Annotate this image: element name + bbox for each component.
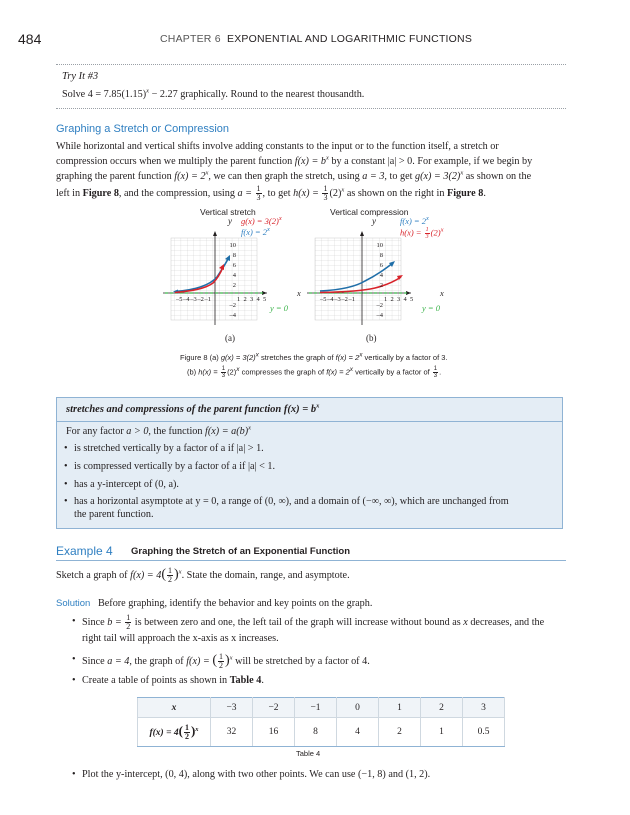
para-4f: h(x) = <box>293 187 322 199</box>
graph-stretch <box>163 231 267 325</box>
para-3d: a = 3 <box>362 171 385 182</box>
sup-x: x <box>341 186 345 194</box>
para-3a: graphing the parent function <box>56 171 175 182</box>
try-it-text <box>62 87 364 102</box>
para-line-2 <box>56 154 566 169</box>
fraction-one-third <box>256 185 262 202</box>
b4: Plot the y-intercept, (0, 4), along with two other points. We can use (−1, 8) and (1, 2). <box>82 769 431 780</box>
sup-x: x <box>248 424 251 432</box>
graph-compression <box>307 231 414 325</box>
divider <box>56 64 566 65</box>
prompt-c: . State the domain, range, and asymptote. <box>181 570 350 581</box>
example-rule <box>56 560 566 561</box>
bullet-text-cont: the parent function. <box>74 509 154 520</box>
fraction-one-third <box>433 366 438 379</box>
sup-x: x <box>349 365 354 373</box>
para-4d: a = <box>237 187 255 199</box>
table-header-cell: x <box>138 698 211 718</box>
y-tick: –2 <box>376 302 383 309</box>
frac-num: 1 <box>323 184 328 193</box>
table-cell: 1 <box>379 698 421 718</box>
figure-ref: Figure 8 <box>446 187 484 199</box>
example-label: Example 4 <box>56 544 113 558</box>
y-arrow-icon <box>360 231 364 236</box>
table-caption: Table 4 <box>296 749 321 758</box>
solution-bullet: • Create a table of points as shown in Table 4. <box>72 675 264 686</box>
y-tick: 6 <box>232 262 236 269</box>
sup-x: x <box>255 351 259 359</box>
box-title-fx: f(x) = b <box>283 404 317 415</box>
chapter-title: EXPONENTIAL AND LOGARITHMIC FUNCTIONS <box>226 33 473 45</box>
para-2b: f(x) = b <box>294 156 326 167</box>
panel-label-b: (b) <box>366 333 377 343</box>
solution-label: Solution <box>56 598 91 609</box>
box-title <box>66 404 319 415</box>
intro-c: , the function <box>148 426 206 437</box>
cap-c: (2) <box>227 367 237 377</box>
y-axis-label: y <box>372 216 376 226</box>
cap-a: Figure 8 (a) <box>180 353 221 362</box>
b1c: is between zero and one, the left tail of the graph will increase without bound as <box>132 616 464 628</box>
table-cell: −1 <box>295 698 337 718</box>
para-3f: g(x) = 3(2) <box>414 171 461 182</box>
sup-x: x <box>278 215 282 223</box>
y-arrow-icon <box>213 231 217 236</box>
table-cell: 32 <box>211 718 253 747</box>
intro-a: For any factor <box>66 426 127 437</box>
y-tick: –4 <box>376 312 383 319</box>
cap-f: vertically by a factor of <box>353 367 432 377</box>
x-ticks-pos-left: 1 2 3 4 5 <box>237 296 267 303</box>
intro-d: f(x) = a(b) <box>205 426 249 437</box>
table-ref: Table 4 <box>229 675 262 686</box>
b2a: Since <box>82 655 108 667</box>
legend-f-text: f(x) = 2 <box>241 227 268 237</box>
figure-ref: Figure 8 <box>82 187 119 199</box>
legend-h-text-b: (2) <box>430 227 441 238</box>
b1d: x <box>463 616 468 628</box>
y-tick: 4 <box>232 272 236 279</box>
legend-f-right <box>400 216 429 226</box>
panel-label-a: (a) <box>225 333 235 343</box>
try-it-text-a: Solve 4 = 7.85(1.15) <box>62 89 147 100</box>
y-ticks-left <box>222 241 236 321</box>
example-title: Graphing the Stretch of an Exponential Function <box>131 546 351 557</box>
section-heading: Graphing a Stretch or Compression <box>56 123 230 135</box>
box-divider <box>57 421 562 422</box>
cap-g: . <box>439 367 442 377</box>
y-tick: 10 <box>376 242 383 249</box>
sup-x: x <box>440 226 444 234</box>
cap-e: vertically by a factor of 3. <box>362 353 448 362</box>
frac-den: 3 <box>323 193 328 202</box>
y-tick: –4 <box>229 312 236 319</box>
legend-f-left <box>241 227 270 237</box>
para-line-3 <box>56 169 566 184</box>
y-tick: –2 <box>229 302 236 309</box>
figure-caption-1 <box>180 353 448 362</box>
para-4c: , and the compression, using <box>118 187 238 199</box>
y-tick: 8 <box>232 252 236 259</box>
fraction-one-half: $\frac{1}{2}$ <box>184 723 189 742</box>
fraction-one-half: $\frac{1}{2}$ <box>219 652 223 670</box>
row-label-text: f(x) = 4 <box>149 727 179 738</box>
prompt-b: f(x) = 4 <box>130 570 162 581</box>
table-row <box>138 698 505 718</box>
table-cell: 2 <box>421 698 463 718</box>
cap-d: f(x) = 2 <box>335 353 360 362</box>
para-2c: by a constant |a| > 0. For example, if we begin by <box>328 156 533 167</box>
para-line-1: While horizontal and vertical shifts involve adding constants to the input or to the function itself, a stretch or <box>56 141 499 152</box>
prompt-a: Sketch a graph of <box>56 570 131 581</box>
table-cell: −2 <box>253 698 295 718</box>
solution-intro: Before graphing, identify the behavior and key points on the graph. <box>97 598 373 609</box>
box-intro <box>66 424 251 439</box>
frac-num: 1 <box>433 366 438 372</box>
frac-num: 1 <box>256 184 261 193</box>
legend-f-text: f(x) = 2 <box>400 216 427 226</box>
b2d: f(x) = <box>186 655 213 667</box>
sup-x: x <box>229 654 233 662</box>
legend-g-text: g(x) = 3(2) <box>241 216 279 226</box>
y-tick: 2 <box>232 282 236 289</box>
para-2a: compression occurs when we multiply the parent function <box>56 156 295 167</box>
bullet-text: is stretched vertically by a factor of a if |a| > 1. <box>74 443 264 454</box>
b1e: decreases, and the <box>467 616 545 628</box>
table-cell: 0 <box>337 698 379 718</box>
right-graph-title: Vertical compression <box>330 207 409 217</box>
y-axis-label: y <box>228 216 232 226</box>
table-cell: 4 <box>337 718 379 747</box>
bullet-text: is compressed vertically by a factor of a if |a| < 1. <box>74 461 276 472</box>
page-number: 484 <box>18 31 42 47</box>
b2e: will be stretched by a factor of 4. <box>232 655 370 667</box>
frac-den: 3 <box>256 193 261 202</box>
try-it-label: Try It #3 <box>62 71 99 82</box>
frac-den: 3 <box>221 373 226 379</box>
b1b: b = <box>107 616 125 628</box>
b1-line2: right tail will approach the x-axis as x increases. <box>82 633 279 644</box>
sup-x: x <box>205 169 209 177</box>
sup-x: x <box>316 402 320 410</box>
sup-x: x <box>195 725 199 733</box>
box-bullet: • has a horizontal asymptote at y = 0, a range of (0, ∞), and a domain of (−∞, ∞), which are unchanged from the parent function. <box>64 496 509 520</box>
fraction-one-third <box>425 227 430 240</box>
asymptote-label-left: y = 0 <box>270 303 289 313</box>
table-cell: 0.5 <box>463 718 505 747</box>
fraction-one-third <box>322 185 328 202</box>
table-row-label: f(x) = 4( $\frac{1}{2}$ )$^x$ <box>138 718 211 747</box>
left-graph-title: Vertical stretch <box>200 207 256 217</box>
chapter-prefix: CHAPTER 6 <box>160 33 221 45</box>
cap-b: h(x) = <box>198 367 220 377</box>
table-row <box>138 718 505 747</box>
x-axis-label: x <box>297 288 301 298</box>
b1a: Since <box>82 616 108 628</box>
sup-x: x <box>460 169 464 177</box>
y-tick: 6 <box>379 262 383 269</box>
para-3b: f(x) = 2 <box>174 171 206 182</box>
frac-num: 1 <box>221 366 226 372</box>
b3c: . <box>261 675 264 686</box>
sup-x: x <box>178 568 182 576</box>
para-4j: . <box>483 187 486 199</box>
table-cell: 8 <box>295 718 337 747</box>
para-4h: as shown on the right in <box>344 187 447 199</box>
table-cell: 2 <box>379 718 421 747</box>
para-4g: (2) <box>329 187 342 199</box>
x-ticks-pos-right: 1 2 3 4 5 <box>384 296 414 303</box>
para-3e: , to get <box>384 171 415 182</box>
sup-x: x <box>325 154 329 162</box>
solution-line <box>56 596 372 611</box>
y-tick: 8 <box>379 252 383 259</box>
table-cell: 16 <box>253 718 295 747</box>
table-cell: −3 <box>211 698 253 718</box>
try-it-sup: x <box>146 87 150 95</box>
key-concept-box <box>56 397 563 529</box>
bullet-text: has a y-intercept of (0, a). <box>74 479 179 490</box>
solution-bullet: • Since b = $\frac{1}{2}$ is between zero and one, the left tail of the graph will increase without bound as x decreases, and the right tail will approach the x-axis as x increases. <box>72 613 545 644</box>
x-ticks-neg-left: –5 –4 –3 –2 –1 <box>176 296 211 303</box>
para-4e: , to get <box>262 187 294 199</box>
y-tick: 2 <box>379 282 383 289</box>
y-tick: 10 <box>229 242 236 249</box>
x-axis-label: x <box>440 288 444 298</box>
grid-right <box>315 238 401 320</box>
try-it-text-b: − 2.27 graphically. Round to the nearest thousandth. <box>149 89 365 100</box>
b3a: Create a table of points as shown in <box>82 675 230 686</box>
cap-c: stretches the graph of <box>258 353 336 362</box>
box-bullet: • has a y-intercept of (0, a). <box>64 479 179 490</box>
para-3g: as shown on the <box>463 171 532 182</box>
cap-e: f(x) = 2 <box>326 367 350 377</box>
divider <box>56 108 566 109</box>
fraction-one-half: $\frac{1}{2}$ <box>126 613 131 631</box>
sup-x: x <box>359 351 363 359</box>
table-cell: 1 <box>421 718 463 747</box>
para-line-4 <box>56 185 566 202</box>
sup-x: x <box>267 226 270 234</box>
legend-g <box>241 216 282 226</box>
cap-a: (b) <box>187 367 199 377</box>
bullet-text: has a horizontal asymptote at y = 0, a range of (0, ∞), and a domain of (−∞, ∞), which are unchanged from <box>74 496 509 507</box>
para-3c: , we can then graph the stretch, using <box>208 171 363 182</box>
figure-8 <box>155 205 475 345</box>
para-4a: left in <box>56 187 83 199</box>
solution-bullet: • Plot the y-intercept, (0, 4), along with two other points. We can use (−1, 8) and (1, 2). <box>72 769 431 780</box>
x-ticks-neg-right: –5 –4 –3 –2 –1 <box>320 296 355 303</box>
solution-bullet: • Since a = 4, the graph of f(x) = ( $\frac{1}{2}$ )$^x$ will be stretched by a factor of 4. <box>72 652 370 670</box>
cap-b: g(x) = 3(2) <box>220 353 256 362</box>
frac-den: 3 <box>425 234 429 240</box>
table-cell: 3 <box>463 698 505 718</box>
box-bullet: • is compressed vertically by a factor of a if |a| < 1. <box>64 461 276 472</box>
fraction-one-half: $\frac{1}{2}$ <box>168 566 172 585</box>
table-4 <box>137 697 505 747</box>
cap-d: compresses the graph of <box>239 367 327 377</box>
sup-x: x <box>426 215 429 223</box>
b2b: a = 4 <box>107 655 130 667</box>
example-prompt: Sketch a graph of f(x) = 4( $\frac{1}{2}$ )$^x$. State the domain, range, and asymptote. <box>56 566 350 585</box>
b2c: , the graph of <box>129 655 187 667</box>
asymptote-label-right: y = 0 <box>422 303 441 313</box>
fraction-one-third <box>221 366 226 379</box>
sup-x: x <box>236 365 240 373</box>
box-bullet: • is stretched vertically by a factor of a if |a| > 1. <box>64 443 264 454</box>
intro-b: a > 0 <box>126 426 149 437</box>
y-tick: 4 <box>379 272 383 279</box>
chapter-header <box>160 33 472 45</box>
y-ticks-right <box>369 241 383 321</box>
box-title-text: stretches and compressions of the parent function <box>66 404 284 415</box>
frac-den: 3 <box>433 373 438 379</box>
section-paragraph <box>56 139 566 202</box>
frac-num: 1 <box>425 227 429 233</box>
figure-caption-2 <box>187 366 441 379</box>
legend-h <box>400 227 443 240</box>
legend-h-text: h(x) = <box>400 227 424 238</box>
